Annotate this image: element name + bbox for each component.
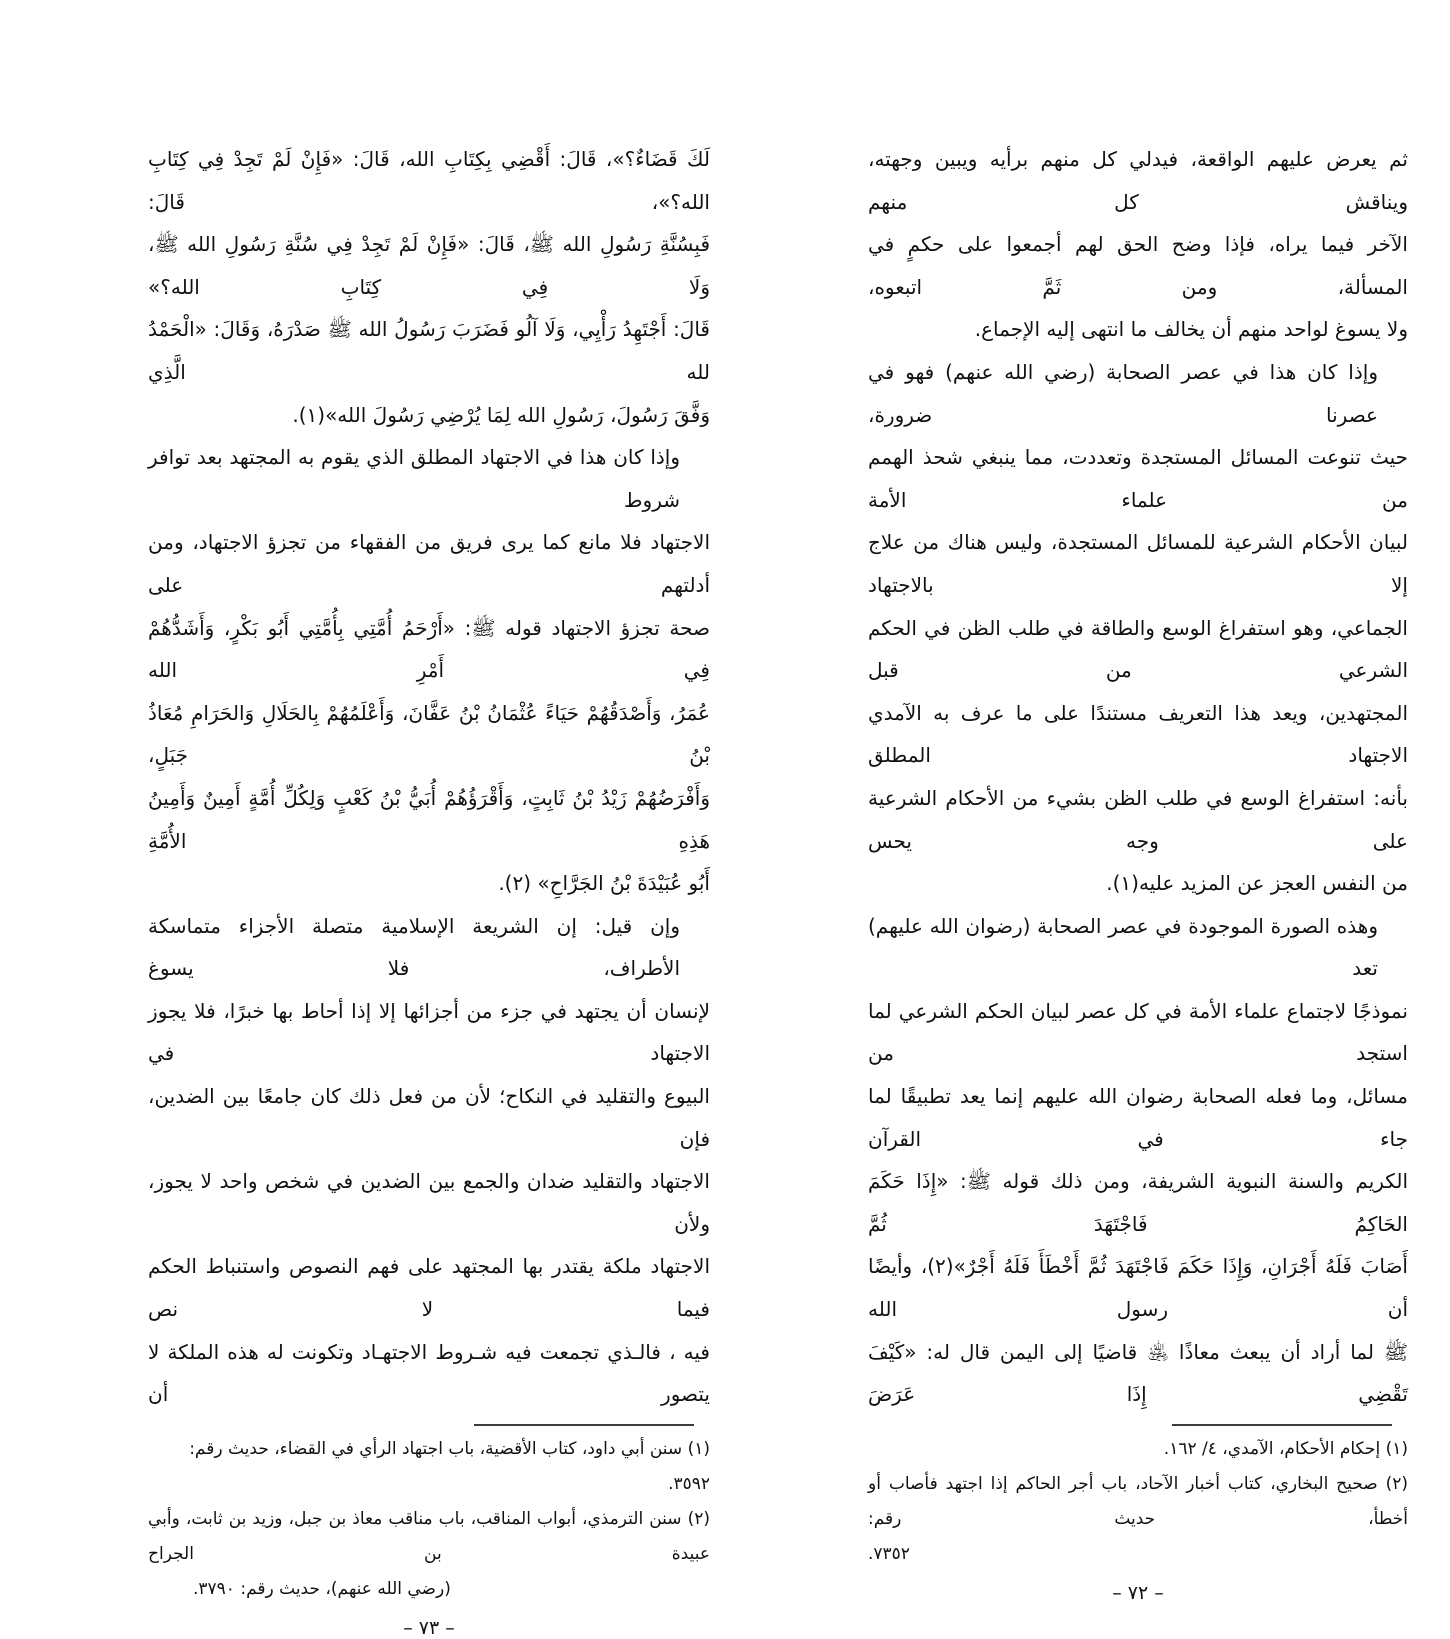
page-72-footnotes	[868, 1432, 1408, 1572]
body-text-line: وهذه الصورة الموجودة في عصر الصحابة (رضوان الله عليهم) تعد	[868, 913, 1378, 981]
footnote-line: ٧٣٥٢.	[868, 1543, 910, 1564]
body-text-line: مسائل، وما فعله الصحابة رضوان الله عليهم إنما يعد تطبيقًا لما جاء في القرآن	[868, 1084, 1408, 1151]
footnote-line: (٢) سنن الترمذي، أبواب المناقب، باب مناقب معاذ بن جبل، وزيد بن ثابت، وأبي عبيدة بن الجراح	[148, 1508, 710, 1564]
body-text-line: قَالَ: أَجْتَهِدُ رَأْيِي، وَلَا آلُو فَضَرَبَ رَسُولُ الله ﷺ صَدْرَهُ، وَقَالَ: «الْحَمْدُ لله الَّذِي	[148, 317, 710, 384]
footnote-line: (٢) صحيح البخاري، كتاب أخبار الآحاد، باب أجر الحاكم إذا اجتهد فأصاب أو أخطأ، حديث رقم:	[868, 1473, 1408, 1529]
body-text-line: البيوع والتقليد في النكاح؛ لأن من فعل ذلك كان جامعًا بين الضدين، فإن	[148, 1084, 710, 1151]
body-text-line: لإنسان أن يجتهد في جزء من أجزائها إلا إذا أحاط بها خبرًا، فلا يجوز الاجتهاد في	[148, 998, 710, 1066]
footnote-line: (١) إحكام الأحكام، الآمدي، ٤/ ١٦٢.	[1163, 1438, 1408, 1459]
page-number: – ٧٢ –	[1112, 1581, 1164, 1604]
body-text-line: ثم يعرض عليهم الواقعة، فيدلي كل منهم برأيه ويبين وجهته، ويناقش كل منهم	[868, 147, 1408, 214]
body-text-line: المجتهدين، ويعد هذا التعريف مستندًا على ما عرف به الآمدي الاجتهاد المطلق	[868, 700, 1408, 768]
page-73	[148, 138, 710, 1639]
body-text-line: فَبِسُنَّةِ رَسُولِ الله ﷺ، قَالَ: «فَإِنْ لَمْ تَجِدْ فِي سُنَّةِ رَسُولِ الله ﷺ، وَلَا فِي كِتَابِ الله؟»	[148, 232, 710, 299]
body-text-line: الاجتهاد والتقليد ضدان والجمع بين الضدين في شخص واحد لا يجوز، ولأن	[148, 1169, 710, 1236]
page-72-body	[868, 138, 1408, 1416]
page-73-footnotes	[148, 1432, 710, 1607]
body-text-line: وإذا كان هذا في الاجتهاد المطلق الذي يقوم به المجتهد بعد توافر شروط	[148, 445, 680, 512]
page-73-body	[148, 138, 710, 1416]
footnote-separator	[1172, 1424, 1392, 1426]
body-text-line: الجماعي، وهو استفراغ الوسع والطاقة في طلب الظن في الحكم الشرعي من قبل	[868, 615, 1408, 683]
body-text-line: وإذا كان هذا في عصر الصحابة (رضي الله عنهم) فهو في عصرنا ضرورة،	[868, 359, 1378, 427]
body-text-line: وَفَّقَ رَسُولَ، رَسُولِ الله لِمَا يُرْضِي رَسُولَ الله»(١).	[292, 402, 710, 427]
body-text-line: نموذجًا لاجتماع علماء الأمة في كل عصر لبيان الحكم الشرعي لما استجد من	[868, 998, 1408, 1066]
body-text-line: صحة تجزؤ الاجتهاد قوله ﷺ: «أَرْحَمُ أُمَّتِي بِأُمَّتِي أَبُو بَكْرٍ، وَأَشَدُّهُمْ فِي أَمْرِ الله	[148, 615, 710, 683]
body-text-line: وَأَفْرَضُهُمْ زَيْدُ بْنُ ثَابِتٍ، وَأَقْرَؤُهُمْ أُبَيُّ بْنُ كَعْبٍ وَلِكُلِّ أُمَّةٍ أَمِينٌ وَأَمِينُ هَذِهِ الأُمَّةِ	[148, 785, 710, 853]
body-text-line: عُمَرُ، وَأَصْدَقُهُمْ حَيَاءً عُثْمَانُ بْنُ عَفَّانَ، وَأَعْلَمُهُمْ بِالحَلَالِ وَالحَرَامِ مُعَاذُ بْنُ جَبَلٍ،	[148, 700, 710, 768]
body-text-line: بأنه: استفراغ الوسع في طلب الظن بشيء من الأحكام الشرعية على وجه يحس	[868, 785, 1408, 853]
page-number: – ٧٣ –	[403, 1616, 455, 1639]
body-text-line: أَبُو عُبَيْدَةَ بْنُ الجَرَّاحِ» (٢).	[498, 871, 710, 896]
body-text-line: ﷺ لما أراد أن يبعث معاذًا ﵁ قاضيًا إلى اليمن قال له: «كَيْفَ تَقْضِي إِذَا عَرَضَ	[868, 1339, 1408, 1407]
body-text-line: الاجتهاد فلا مانع كما يرى فريق من الفقهاء من تجزؤ الاجتهاد، ومن أدلتهم على	[148, 530, 710, 597]
body-text-line: لبيان الأحكام الشرعية للمسائل المستجدة، وليس هناك من علاج إلا بالاجتهاد	[868, 530, 1408, 597]
footnote-line: (رضي الله عنهم)، حديث رقم: ٣٧٩٠.	[193, 1578, 451, 1599]
body-text-line: فيه ، فالـذي تجمعت فيه شـروط الاجتهـاد وتكونت له هذه الملكة لا يتصور أن	[148, 1339, 710, 1407]
body-text-line: من النفس العجز عن المزيد عليه(١).	[1106, 871, 1408, 896]
body-text-line: لَكَ قَضَاءٌ؟»، قَالَ: أَقْضِي بِكِتَابِ الله، قَالَ: «فَإِنْ لَمْ تَجِدْ فِي كِتَابِ الله؟»، قَالَ:	[148, 147, 710, 214]
page-72	[868, 138, 1408, 1604]
body-text-line: حيث تنوعت المسائل المستجدة وتعددت، مما ينبغي شحذ الهمم من علماء الأمة	[868, 445, 1408, 512]
body-text-line: أَصَابَ فَلَهُ أَجْرَانِ، وَإِذَا حَكَمَ فَاجْتَهَدَ ثُمَّ أَخْطَأَ فَلَهُ أَجْرٌ»(٢)، وأيضًا أن رسول الله	[868, 1254, 1408, 1322]
body-text-line: وإن قيل: إن الشريعة الإسلامية متصلة الأجزاء متماسكة الأطراف، فلا يسوغ	[148, 913, 680, 981]
body-text-line: الآخر فيما يراه، فإذا وضح الحق لهم أجمعوا على حكمٍ في المسألة، ومن ثَمَّ اتبعوه،	[868, 232, 1408, 299]
body-text-line: ولا يسوغ لواحد منهم أن يخالف ما انتهى إليه الإجماع.	[974, 317, 1408, 342]
footnote-line: (١) سنن أبي داود، كتاب الأقضية، باب اجتهاد الرأي في القضاء، حديث رقم: ٣٥٩٢.	[189, 1438, 710, 1494]
body-text-line: الكريم والسنة النبوية الشريفة، ومن ذلك قوله ﷺ: «إِذَا حَكَمَ الحَاكِمُ فَاجْتَهَدَ ثُمَّ	[868, 1169, 1408, 1236]
footnote-separator	[474, 1424, 694, 1426]
body-text-line: الاجتهاد ملكة يقتدر بها المجتهد على فهم النصوص واستنباط الحكم فيما لا نص	[148, 1254, 710, 1322]
